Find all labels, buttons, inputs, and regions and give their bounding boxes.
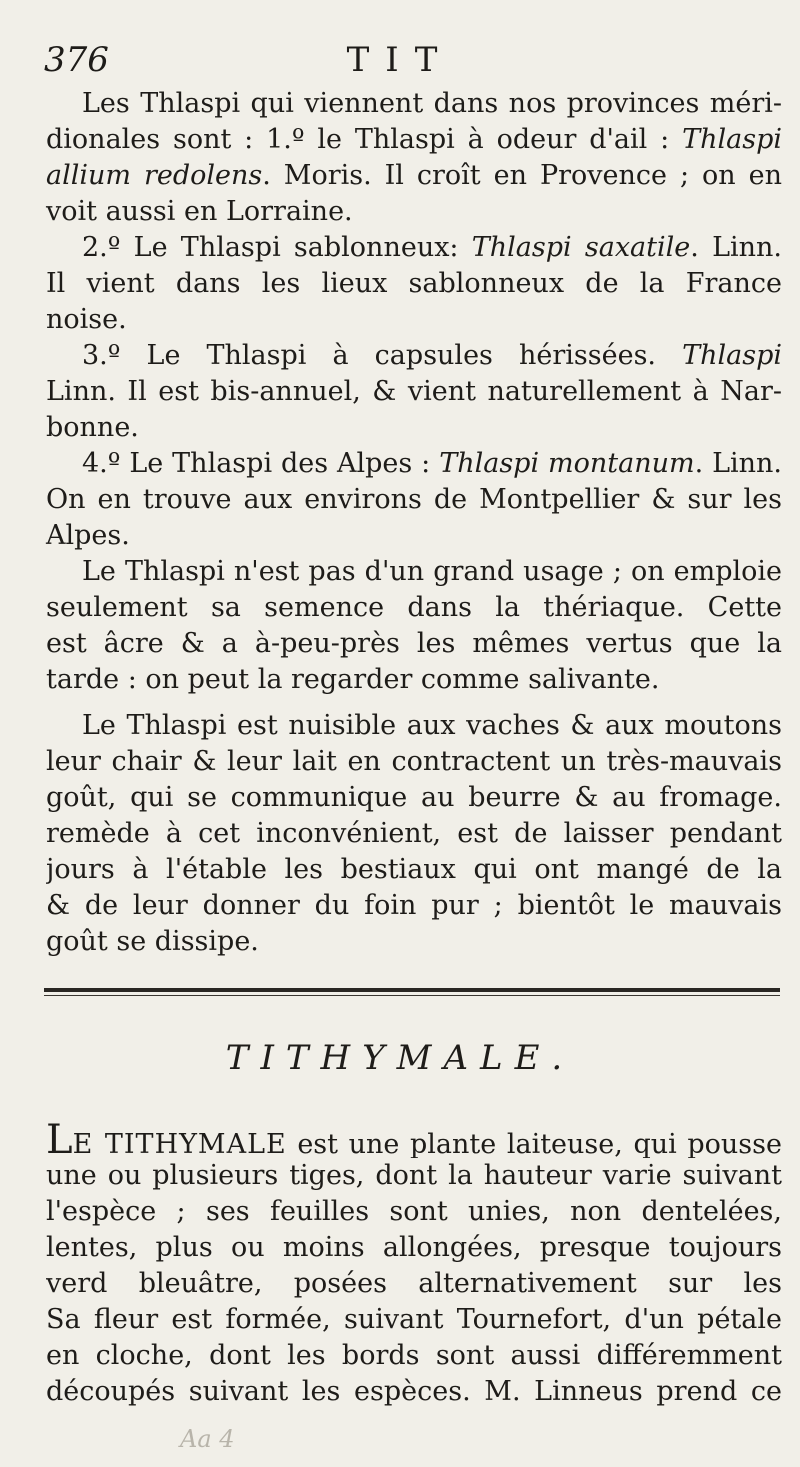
section-divider-thin [44,995,780,996]
text-line: seulement sa semence dans la thériaque. Cette [46,592,782,623]
text-line: tarde : on peut la regarder comme salivante. [46,664,660,695]
page-number: 376 [44,40,109,80]
text-line: leur chair & leur lait en contractent un très-mauvais [46,746,782,777]
drop-cap: L [46,1122,73,1158]
text-line: découpés suivant les espèces. M. Linneus prend ce [46,1376,782,1407]
text-line: verd bleuâtre, posées alternativement sur les [46,1268,782,1299]
text-line: 3.º Le Thlaspi à capsules hérissées. Thlaspi [82,340,782,371]
thlaspi-section [46,86,782,960]
text-line: On en trouve aux environs de Montpellier & sur les [46,484,782,515]
text-line: jours à l'étable les bestiaux qui ont mangé de la [46,854,782,885]
text-line: goût, qui se communique au beurre & au fromage. [46,782,782,813]
text-line: goût se dissipe. [46,926,259,957]
section-title: TITHYMALE. [225,1038,575,1078]
text-line: Sa fleur est formée, suivant Tournefort, d'un pétale [46,1304,782,1335]
text-line: dionales sont : 1.º le Thlaspi à odeur d'ail : Thlaspi [46,124,782,155]
signature-mark: Aa 4 [180,1425,235,1453]
text-line: Le Thlaspi n'est pas d'un grand usage ; on emploie [82,556,782,587]
text-line: Les Thlaspi qui viennent dans nos provinces méri- [82,88,782,119]
text-line: bonne. [46,412,139,443]
text-line: 4.º Le Thlaspi des Alpes : Thlaspi montanum. Linn. [82,448,782,479]
text-line: Linn. Il est bis-annuel, & vient naturellement à Nar- [46,376,782,407]
text-line: allium redolens. Moris. Il croît en Provence ; on en [46,160,782,191]
text-line: Il vient dans les lieux sablonneux de la France [46,268,782,299]
text-line: & de leur donner du foin pur ; bientôt le mauvais [46,890,782,921]
text-line: en cloche, dont les bords sont aussi différemment [46,1340,782,1371]
text-line: voit aussi en Lorraine. [46,196,353,227]
text-line: Alpes. [46,520,130,551]
text-line: l'espèce ; ses feuilles sont unies, non dentelées, [46,1196,782,1227]
text-line: Le Thlaspi est nuisible aux vaches & aux moutons [82,710,782,741]
text-line: une ou plusieurs tiges, dont la hauteur varie suivant [46,1160,782,1191]
running-head: TIT [346,40,454,80]
text-line: noise. [46,304,127,335]
text-line: lentes, plus ou moins allongées, presque toujours [46,1232,782,1263]
text-line: remède à cet inconvénient, est de laisser pendant [46,818,782,849]
text-line: 2.º Le Thlaspi sablonneux: Thlaspi saxatile. Linn. [82,232,782,263]
text-line: LE TITHYMALE est une plante laiteuse, qui pousse [46,1122,782,1158]
text-line: est âcre & a à-peu-près les mêmes vertus que la [46,628,782,659]
tithymale-section [46,1122,782,1410]
section-divider [44,988,780,992]
